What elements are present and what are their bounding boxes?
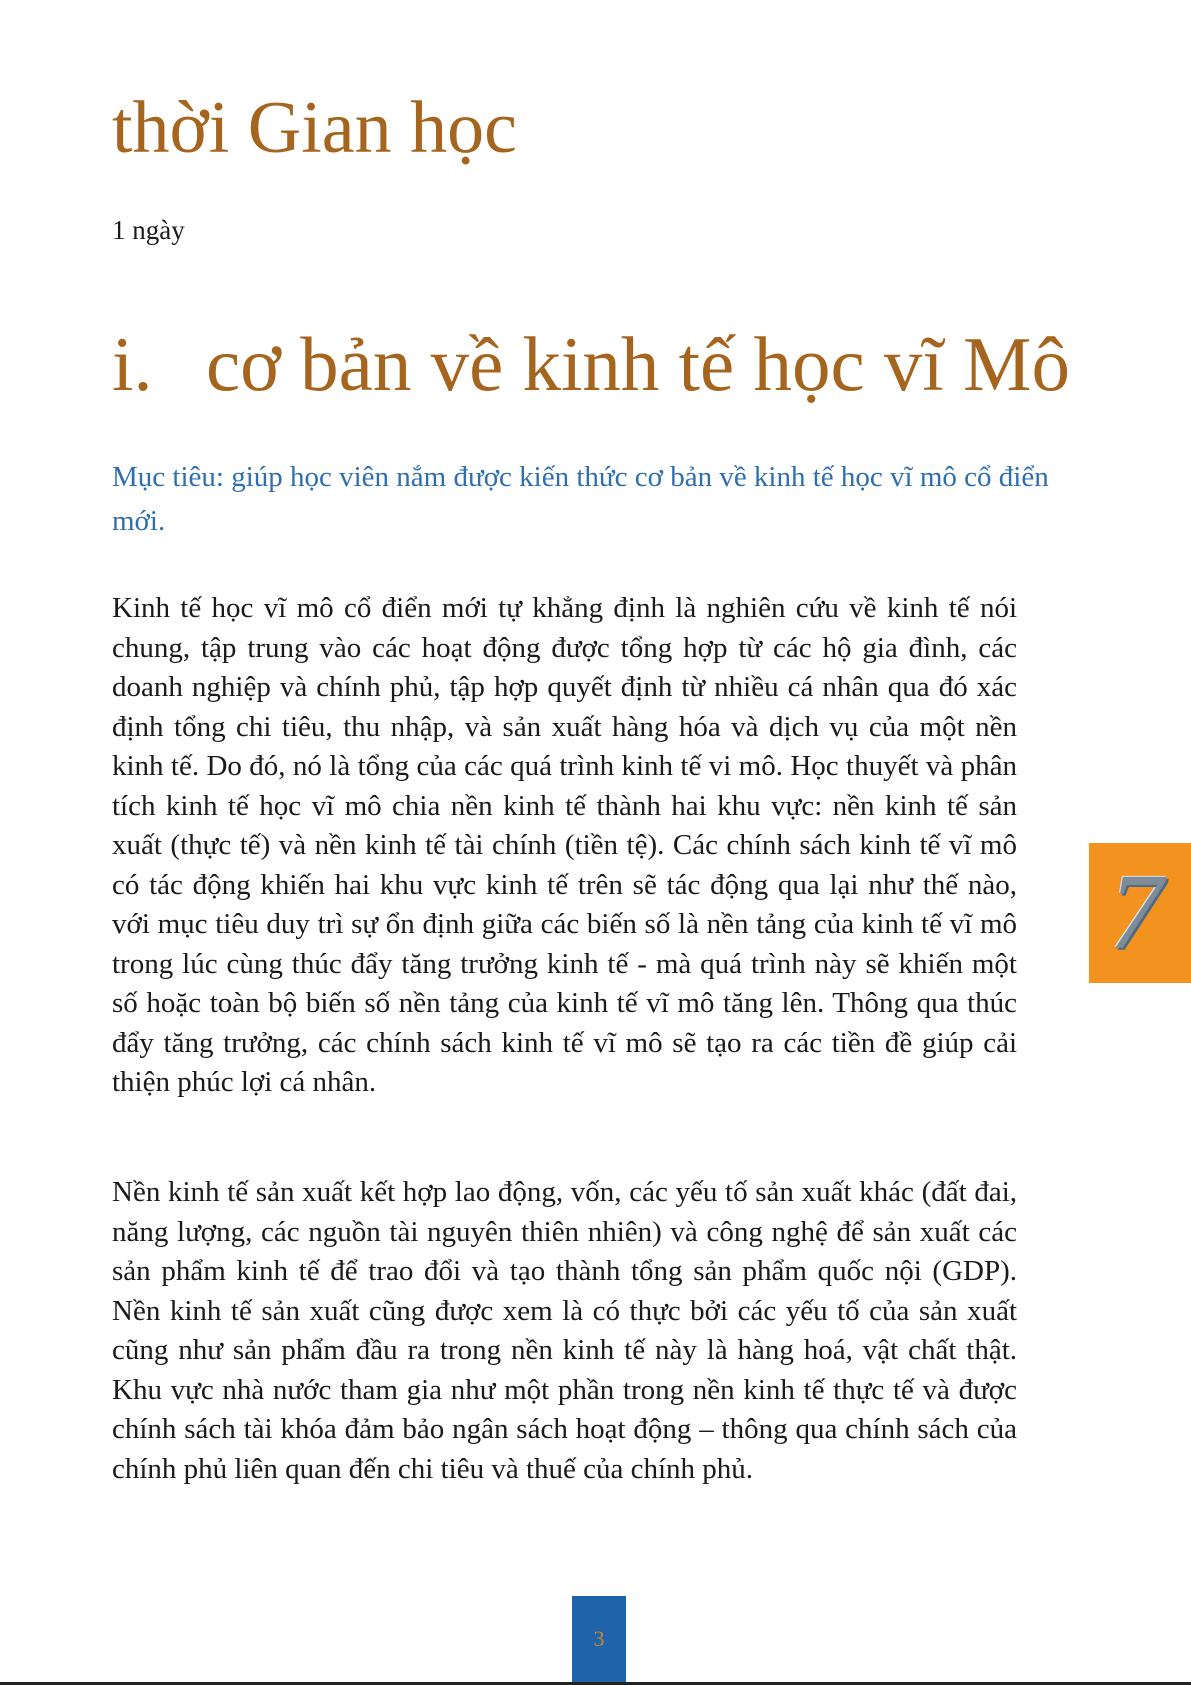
section-heading xyxy=(112,322,1070,407)
section-objective: Mục tiêu: giúp học viên nắm được kiến thức cơ bản về kinh tế học vĩ mô cổ điển mới. xyxy=(112,461,1049,537)
chapter-number: 7 xyxy=(1109,853,1163,972)
section-title: cơ bản về kinh tế học vĩ Mô xyxy=(206,321,1070,407)
study-duration: 1 ngày xyxy=(112,215,185,245)
chapter-tab xyxy=(1089,843,1191,983)
page-number-box xyxy=(572,1596,626,1685)
section-number: i. xyxy=(112,321,153,407)
page-number: 3 xyxy=(593,1626,605,1651)
body-paragraph-2: Nền kinh tế sản xuất kết hợp lao động, vốn, các yếu tố sản xuất khác (đất đai, năng lượng, các nguồn tài nguyên thiên nhiên) và công nghệ để sản xuất các sản phẩm kinh tế để trao đổi và tạo thành tổng sản phẩm quốc nội (GDP). Nền kinh tế sản xuất cũng được xem là có thực bởi các yếu tố của sản xuất cũng như sản phẩm đầu ra trong nền kinh tế này là hàng hoá, vật chất thật. Khu vực nhà nước tham gia như một phần trong nền kinh tế thực tế và được chính sách tài khóa đảm bảo ngân sách hoạt động – thông qua chính sách của chính phủ liên quan đến chi tiêu và thuế của chính phủ. xyxy=(112,1176,1017,1485)
body-paragraph-1: Kinh tế học vĩ mô cổ điển mới tự khẳng định là nghiên cứu về kinh tế nói chung, tập trung vào các hoạt động được tổng hợp từ các hộ gia đình, các doanh nghiệp và chính phủ, tập hợp quyết định từ nhiều cá nhân qua đó xác định tổng chi tiêu, thu nhập, và sản xuất hàng hóa và dịch vụ của một nền kinh tế. Do đó, nó là tổng của các quá trình kinh tế vi mô. Học thuyết và phân tích kinh tế học vĩ mô chia nền kinh tế thành hai khu vực: nền kinh tế sản xuất (thực tế) và nền kinh tế tài chính (tiền tệ). Các chính sách kinh tế vĩ mô có tác động khiến hai khu vực kinh tế trên sẽ tác động qua lại như thế nào, với mục tiêu duy trì sự ổn định giữa các biến số là nền tảng của kinh tế vĩ mô trong lúc cùng thúc đẩy tăng trưởng kinh tế - mà quá trình này sẽ khiến một số hoặc toàn bộ biến số nền tảng của kinh tế vĩ mô tăng lên. Thông qua thúc đẩy tăng trưởng, các chính sách kinh tế vĩ mô sẽ tạo ra các tiền đề giúp cải thiện phúc lợi cá nhân. xyxy=(112,592,1017,1098)
study-time-title: thời Gian học xyxy=(112,87,517,169)
